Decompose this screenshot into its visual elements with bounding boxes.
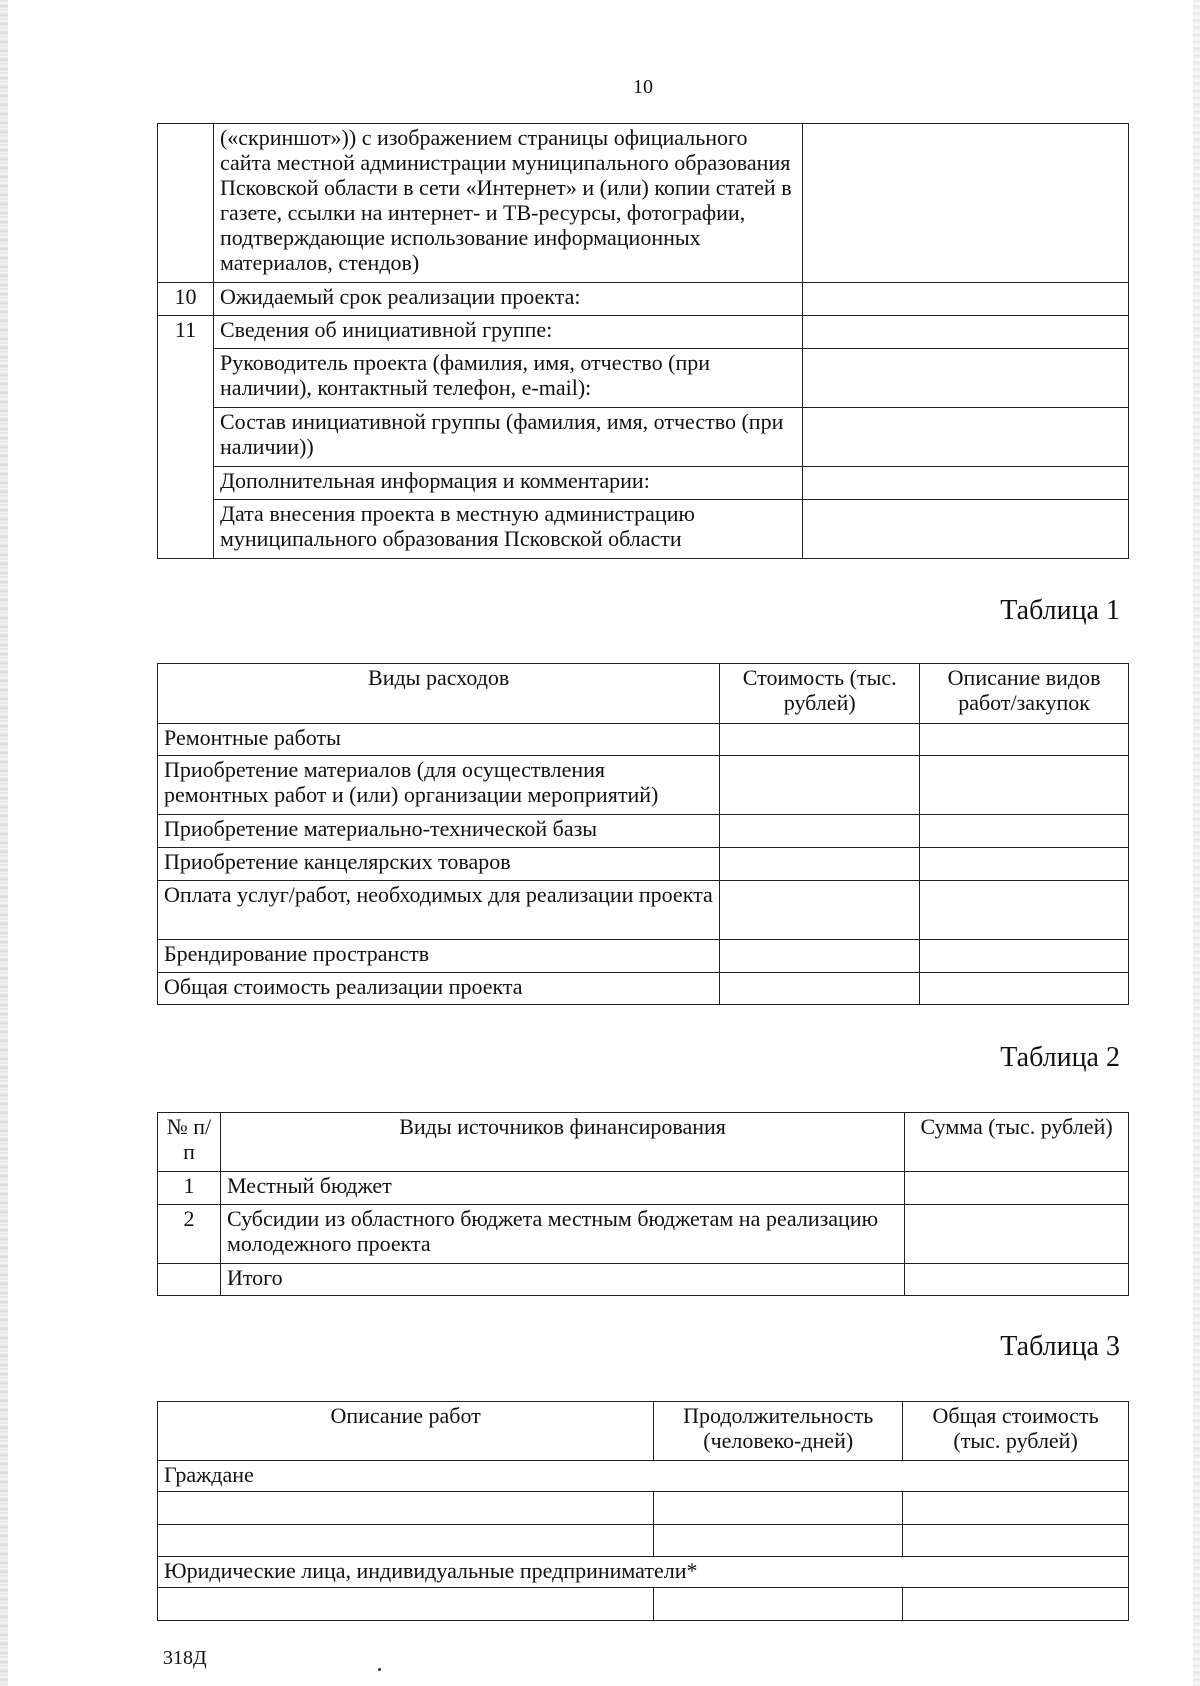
funding-table — [157, 1112, 1129, 1296]
row-number: 1 — [158, 1172, 221, 1205]
value-cell — [803, 500, 1129, 559]
column-header: Виды расходов — [158, 664, 720, 724]
work-description-cell — [158, 1525, 654, 1557]
table-row — [158, 467, 1129, 500]
column-header: Описание работ — [158, 1402, 654, 1461]
description-cell — [920, 973, 1129, 1005]
table-row — [158, 973, 1129, 1005]
section-citizens: Граждане — [158, 1461, 1129, 1492]
scan-speck — [378, 1668, 381, 1671]
cost-cell — [720, 815, 920, 848]
column-header: Общая стоимость (тыс. рублей) — [903, 1402, 1129, 1461]
description-cell — [920, 756, 1129, 815]
table-row — [158, 815, 1129, 848]
value-cell — [803, 467, 1129, 500]
value-cell — [803, 124, 1129, 283]
application-table — [157, 123, 1129, 559]
column-header: Продолжительность (человеко-дней) — [654, 1402, 903, 1461]
source-type: Местный бюджет — [220, 1172, 904, 1205]
description-cell — [920, 815, 1129, 848]
row-number — [158, 124, 214, 283]
total-cost-cell — [903, 1525, 1129, 1557]
table-row — [158, 940, 1129, 973]
table-row — [158, 1172, 1129, 1205]
amount-cell — [905, 1172, 1129, 1205]
work-description-cell — [158, 1492, 654, 1525]
table-row — [158, 283, 1129, 316]
row-text: Руководитель проекта (фамилия, имя, отчество (при наличии), контактный телефон, e-mail): — [213, 349, 802, 408]
expense-type: Приобретение материально-технической базы — [158, 815, 720, 848]
row-number: 2 — [158, 1205, 221, 1264]
expense-type: Приобретение материалов (для осуществления ремонтных работ и (или) организации мероприятий) — [158, 756, 720, 815]
row-text: Сведения об инициативной группе: — [213, 316, 802, 349]
table-row — [158, 1588, 1129, 1621]
column-header: Стоимость (тыс. рублей) — [720, 664, 920, 724]
cost-cell — [720, 848, 920, 881]
scan-edge-right — [1193, 0, 1200, 1686]
row-number: 10 — [158, 283, 214, 316]
duration-cell — [654, 1492, 903, 1525]
page-number: 10 — [633, 76, 653, 98]
table-row — [158, 1264, 1129, 1296]
table-header-row — [158, 1402, 1129, 1461]
description-cell — [920, 848, 1129, 881]
source-type: Итого — [220, 1264, 904, 1296]
expense-type: Брендирование пространств — [158, 940, 720, 973]
table-row — [158, 1492, 1129, 1525]
value-cell — [803, 316, 1129, 349]
amount-cell — [905, 1264, 1129, 1296]
expense-type: Оплата услуг/работ, необходимых для реализации проекта — [158, 881, 720, 940]
expense-type: Ремонтные работы — [158, 724, 720, 756]
row-text: («скриншот»)) с изображением страницы официального сайта местной администрации муниципального образования Псковской области в сети «Интернет» и (или) копии статей в газете, ссылки на интернет- и ТВ-ресурсы, фотографии, подтверждающие использование информационных материалов, стендов) — [213, 124, 802, 283]
column-header: Сумма (тыс. рублей) — [905, 1113, 1129, 1172]
source-type: Субсидии из областного бюджета местным бюджетам на реализацию молодежного проекта — [220, 1205, 904, 1264]
row-text: Дополнительная информация и комментарии: — [213, 467, 802, 500]
document-code: 318Д — [163, 1647, 207, 1669]
section-row — [158, 1557, 1129, 1588]
cost-cell — [720, 973, 920, 1005]
table1-caption: Таблица 1 — [1000, 595, 1120, 626]
column-header: № п/п — [158, 1113, 221, 1172]
expenses-table — [157, 663, 1129, 1005]
total-cost-cell — [903, 1588, 1129, 1621]
description-cell — [920, 940, 1129, 973]
row-number: 11 — [158, 316, 214, 559]
scan-edge-left — [0, 0, 8, 1686]
table-row — [158, 881, 1129, 940]
table-row — [158, 408, 1129, 467]
table-header-row — [158, 664, 1129, 724]
works-table — [157, 1401, 1129, 1621]
cost-cell — [720, 940, 920, 973]
table-header-row — [158, 1113, 1129, 1172]
description-cell — [920, 724, 1129, 756]
row-number — [158, 1264, 221, 1296]
table2-caption: Таблица 2 — [1000, 1042, 1120, 1073]
description-cell — [920, 881, 1129, 940]
cost-cell — [720, 756, 920, 815]
value-cell — [803, 408, 1129, 467]
cost-cell — [720, 724, 920, 756]
value-cell — [803, 283, 1129, 316]
table-row — [158, 124, 1129, 283]
table-row — [158, 316, 1129, 349]
table-row — [158, 500, 1129, 559]
total-cost-cell — [903, 1492, 1129, 1525]
column-header: Описание видов работ/закупок — [920, 664, 1129, 724]
expense-type: Общая стоимость реализации проекта — [158, 973, 720, 1005]
table-row — [158, 756, 1129, 815]
row-text: Состав инициативной группы (фамилия, имя, отчество (при наличии)) — [213, 408, 802, 467]
table3-caption: Таблица 3 — [1000, 1331, 1120, 1362]
duration-cell — [654, 1525, 903, 1557]
value-cell — [803, 349, 1129, 408]
expense-type: Приобретение канцелярских товаров — [158, 848, 720, 881]
row-text: Ожидаемый срок реализации проекта: — [213, 283, 802, 316]
cost-cell — [720, 881, 920, 940]
amount-cell — [905, 1205, 1129, 1264]
section-legal-entities: Юридические лица, индивидуальные предприниматели* — [158, 1557, 1129, 1588]
row-text: Дата внесения проекта в местную администрацию муниципального образования Псковской области — [213, 500, 802, 559]
work-description-cell — [158, 1588, 654, 1621]
table-row — [158, 349, 1129, 408]
table-row — [158, 1205, 1129, 1264]
table-row — [158, 1525, 1129, 1557]
table-row — [158, 848, 1129, 881]
table-row — [158, 724, 1129, 756]
section-row — [158, 1461, 1129, 1492]
column-header: Виды источников финансирования — [220, 1113, 904, 1172]
duration-cell — [654, 1588, 903, 1621]
